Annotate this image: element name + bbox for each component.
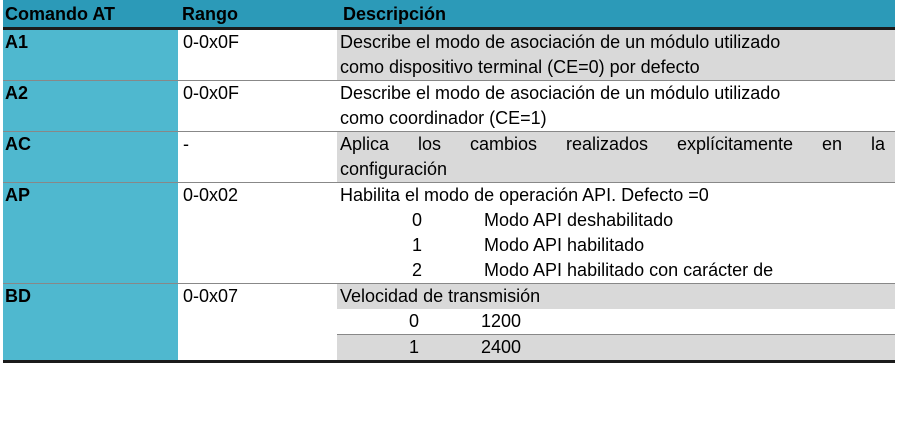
- description-line: configuración: [340, 159, 448, 179]
- option-item: [340, 208, 885, 233]
- description-cell: [337, 30, 895, 80]
- option-label: Modo API deshabilitado: [484, 210, 674, 230]
- header-command: Comando AT: [5, 4, 115, 24]
- option-label: 2400: [481, 337, 522, 357]
- table-row: [3, 30, 895, 81]
- range-cell: 0-0x0F: [183, 32, 240, 52]
- description-line: Describe el modo de asociación de un módulo utilizado: [340, 83, 781, 103]
- table-bottom-border: [3, 360, 895, 363]
- range-cell: 0-0x07: [183, 286, 239, 306]
- option-label: Modo API habilitado: [484, 235, 645, 255]
- description-cell: [337, 81, 895, 131]
- description-line: Describe el modo de asociación de un módulo utilizado: [340, 32, 781, 52]
- command-cell: AP: [3, 183, 178, 283]
- range-cell: 0-0x02: [183, 185, 239, 205]
- description-line: Habilita el modo de operación API. Defecto =0: [340, 185, 709, 205]
- option-value: 2: [412, 260, 423, 280]
- option-item: [337, 335, 895, 360]
- table-row: [3, 81, 895, 132]
- description-line: Velocidad de transmisión: [337, 284, 895, 309]
- description-line: Aplica los cambios realizados explícitamente en la: [340, 134, 885, 154]
- description-cell: [337, 132, 895, 182]
- option-value: 0: [412, 210, 423, 230]
- table-header: [3, 0, 895, 30]
- table-row: [3, 132, 895, 183]
- description-cell: [337, 284, 895, 360]
- header-range: Rango: [182, 4, 238, 24]
- option-item: [340, 233, 885, 258]
- option-value: 1: [412, 235, 423, 255]
- table-row: [3, 284, 895, 360]
- command-cell: A2: [3, 81, 178, 131]
- option-item: [337, 309, 895, 335]
- description-line: como dispositivo terminal (CE=0) por defecto: [340, 57, 700, 77]
- description-cell: [337, 183, 895, 283]
- option-label: 1200: [481, 311, 522, 331]
- command-cell: AC: [3, 132, 178, 182]
- option-item: [340, 258, 885, 283]
- range-cell: -: [183, 134, 189, 154]
- range-cell: 0-0x0F: [183, 83, 240, 103]
- header-description: Descripción: [343, 4, 447, 24]
- command-cell: BD: [3, 284, 178, 360]
- option-label: Modo API habilitado con carácter de: [484, 260, 774, 280]
- table-row: [3, 183, 895, 284]
- option-value: 1: [409, 337, 420, 357]
- command-cell: A1: [3, 30, 178, 80]
- at-command-table: [3, 0, 895, 360]
- description-line: como coordinador (CE=1): [340, 108, 547, 128]
- option-value: 0: [409, 311, 420, 331]
